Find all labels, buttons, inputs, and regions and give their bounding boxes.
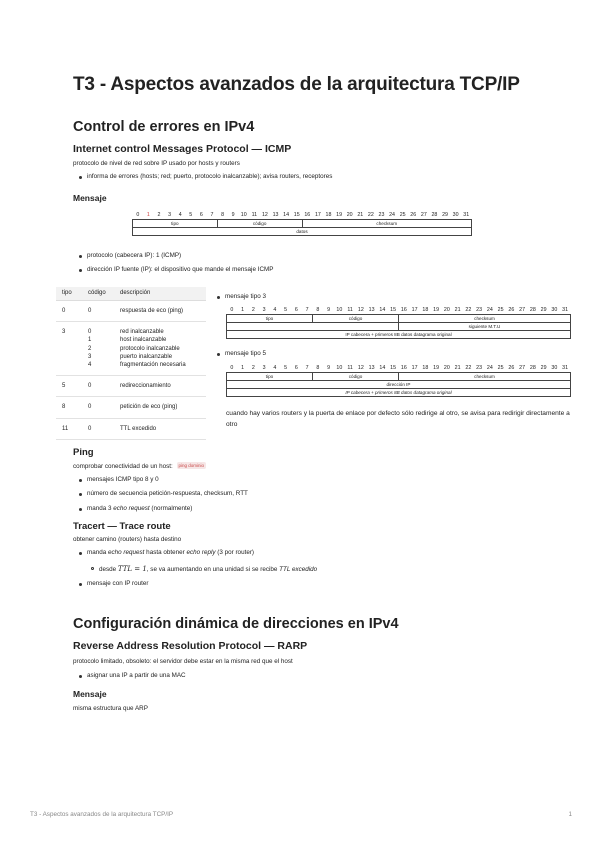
bit-number: 4 [178,211,182,218]
bit-number: 2 [251,364,255,371]
bit-number: 1 [146,211,150,218]
cell-codigo: 0 [82,301,114,322]
bit-number: 2 [157,211,161,218]
list-item: mensajes ICMP tipo 8 y 0 [78,477,248,483]
list-item: informa de errores (hosts; red; puerto, protocolo inalcanzable); avisa routers, receptores [78,174,332,180]
cell-codigo: 0 [82,376,114,397]
cell-descripcion: red inalcanzable host inalcanzable protocolo inalcanzable puerto inalcanzable fragmentación necesaria [114,322,206,376]
bit-number: 0 [230,364,234,371]
bit-number: 26 [410,211,417,218]
subsection-heading-icmp: Internet control Messages Protocol — ICMP [73,143,292,155]
rarp-mensaje-desc: misma estructura que ARP [73,705,148,712]
bit-number: 17 [314,211,321,218]
cell-tipo: 11 [56,418,82,439]
icmp-bullet-list [78,174,332,188]
field-codigo: código [313,315,399,323]
bit-number: 10 [240,211,247,218]
tipo3-message-diagram [226,306,571,339]
list-item: mensaje con IP router [78,581,149,587]
list-item: número de secuencia petición-respuesta, checksum, RTT [78,491,248,497]
bit-number: 29 [540,364,547,371]
bit-number: 29 [442,211,448,218]
field-tipo: tipo [133,220,218,228]
field-ip-cabecera: IP cabecera + primeros 8B datos datagrama original [227,331,571,339]
bit-number: 11 [347,364,353,371]
bit-number: 5 [189,211,193,218]
bit-number: 10 [336,364,343,371]
bit-number: 30 [551,364,558,371]
bit-number: 9 [327,364,331,371]
bit-number: 9 [231,211,235,218]
bit-number: 22 [367,211,374,218]
bit-number: 6 [199,211,203,218]
bit-number: 18 [325,211,332,218]
bit-number: 28 [529,364,536,371]
text-italic: TTL excedido [279,566,318,573]
field-tipo: tipo [227,373,313,381]
bit-number: 8 [316,364,320,371]
cell-descripcion: redireccionamiento [114,376,206,397]
subsection-heading-rarp: Reverse Address Resolution Protocol — RARP [73,640,308,652]
bit-number: 15 [390,364,397,371]
bit-numbers-row [227,364,571,373]
bit-number: 11 [251,211,258,218]
bit-number: 27 [519,306,526,313]
column-header-tipo: tipo [56,287,82,301]
field-ip-cabecera: IP cabecera + primeros 8B datos datagrama original [227,389,571,397]
bit-number: 23 [476,364,483,371]
bit-numbers-row [227,306,571,315]
tipo5-note: cuando hay varios routers y la puerta de enlace por defecto sólo redirige al otro, se avisa para redirigir directamente a otro [226,410,570,428]
bit-number: 31 [562,364,569,371]
bit-number: 7 [210,211,214,218]
bit-number: 12 [357,306,364,313]
cell-descripcion: petición de eco (ping) [114,397,206,418]
bit-number: 14 [379,306,386,313]
bit-number: 28 [431,211,438,218]
bit-number: 24 [389,211,395,218]
bit-number: 24 [486,364,493,371]
field-siguiente-mtu: siguiente M.T.U [399,323,571,331]
text: (3 por router) [215,549,255,556]
tracert-description: obtener camino (routers) hasta destino [73,536,182,543]
text-italic: echo request [108,549,145,556]
section-heading-configuracion: Configuración dinámica de direcciones en IPv4 [73,616,399,632]
table-row [56,322,206,376]
bit-number: 4 [273,364,277,371]
bit-number: 12 [357,364,364,371]
bit-number: 2 [251,306,255,313]
bit-number: 24 [486,306,493,313]
bit-number: 6 [294,306,298,313]
cell-tipo: 5 [56,376,82,397]
bit-number: 17 [411,364,418,371]
cell-descripcion: respuesta de eco (ping) [114,301,206,322]
bit-number: 22 [465,306,472,313]
bit-number: 8 [316,306,320,313]
bit-number: 31 [463,211,470,218]
text: , se va aumentando en una unidad si se recibe [146,566,280,573]
code-badge: ping dominio [178,463,205,468]
table-row [56,418,206,439]
bit-number: 20 [346,211,353,218]
bit-number: 30 [452,211,459,218]
ping-description: comprobar conectividad de un host: ping dominio [73,463,205,470]
bit-number: 1 [241,364,245,371]
bit-number: 21 [357,211,364,218]
field-empty [227,323,399,331]
column-header-codigo: código [82,287,114,301]
ping-desc-text: comprobar conectividad de un host [73,463,172,470]
bit-number: 17 [411,306,418,313]
text: desde [99,566,118,573]
bit-number: 1 [241,306,245,313]
bit-number: 27 [519,364,526,371]
section-heading-control-errores: Control de errores en IPv4 [73,119,255,135]
cell-tipo: 0 [56,301,82,322]
bit-number: 3 [262,306,266,313]
page-number: 1 [568,811,572,818]
field-direccion-ip: dirección IP [227,381,571,389]
icmp-ip-bullets [78,253,273,282]
bit-number: 14 [283,211,290,218]
bit-number: 13 [368,306,375,313]
icmp-description: protocolo de nivel de red sobre IP usado por hosts y routers [73,160,240,167]
bit-number: 19 [433,364,440,371]
bit-number: 22 [465,364,472,371]
subsection-heading-tracert: Tracert — Trace route [73,521,171,532]
bit-number: 26 [508,364,515,371]
bit-number: 18 [422,306,429,313]
subsection-heading-ping: Ping [73,447,94,458]
list-item: protocolo (cabecera IP): 1 (ICMP) [78,253,273,259]
text: (normalmente) [149,504,193,512]
bit-number: 0 [230,306,234,313]
tipo5-message-diagram [226,364,571,397]
cell-codigo: 0 1 2 3 4 [82,322,114,376]
bit-number: 18 [422,364,429,371]
text: hasta obtener [144,549,187,556]
bit-number: 20 [443,364,450,371]
list-item: asignar una IP a partir de una MAC [78,673,186,679]
tracert-sub-item [99,565,317,573]
rarp-bullets [78,673,186,687]
bit-number: 23 [476,306,483,313]
bit-number: 3 [262,364,266,371]
field-datos: datos [133,228,472,236]
tracert-bullets [78,550,254,564]
bit-number: 11 [347,306,353,313]
bit-number: 5 [284,364,288,371]
bit-number: 21 [454,364,461,371]
bit-number: 27 [420,211,427,218]
bit-number: 20 [443,306,450,313]
math-ttl: TTL = 1 [117,565,147,573]
bit-number: 13 [368,364,375,371]
bit-numbers-row [133,211,472,220]
table-row [56,376,206,397]
icmp-codes-table [56,287,206,440]
text: manda [87,549,109,556]
bit-number: 13 [272,211,279,218]
bit-number: 30 [551,306,558,313]
mensaje-heading: Mensaje [73,193,107,203]
bit-number: 6 [294,364,298,371]
list-item [78,506,248,512]
rarp-mensaje-heading: Mensaje [73,689,107,699]
bit-number: 26 [508,306,515,313]
text-italic: echo request [113,504,150,512]
cell-tipo: 8 [56,397,82,418]
bit-number: 16 [304,211,311,218]
bit-number: 3 [168,211,172,218]
bit-number: 10 [336,306,343,313]
table-row [56,301,206,322]
bit-number: 31 [562,306,569,313]
bit-number: 19 [433,306,440,313]
bit-number: 9 [327,306,331,313]
field-checksum: checksum [302,220,472,228]
column-header-descripcion: descripción [114,287,206,301]
bit-number: 15 [293,211,300,218]
bit-number: 14 [379,364,386,371]
page-title: T3 - Aspectos avanzados de la arquitectura TCP/IP [73,74,520,95]
footer-title: T3 - Aspectos avanzados de la arquitectura TCP/IP [30,811,174,818]
ping-bullets [78,477,248,520]
field-codigo: código [313,373,399,381]
bit-number: 16 [400,306,407,313]
field-codigo: código [217,220,302,228]
bit-number: 28 [529,306,536,313]
bit-number: 25 [399,211,406,218]
icmp-message-format-diagram [132,211,472,236]
rarp-description: protocolo limitado, obsoleto: el servidor debe estar en la misma red que el host [73,658,293,665]
bit-number: 0 [136,211,140,218]
bit-number: 21 [454,306,461,313]
list-item: mensaje tipo 3 [216,294,266,300]
bit-number: 7 [305,364,309,371]
list-item: mensaje tipo 5 [216,351,266,357]
bit-number: 29 [540,306,547,313]
table-row [56,397,206,418]
cell-codigo: 0 [82,418,114,439]
bit-number: 25 [497,364,504,371]
bit-number: 5 [284,306,288,313]
bit-number: 19 [336,211,343,218]
cell-tipo: 3 [56,322,82,376]
cell-codigo: 0 [82,397,114,418]
table-header-row [56,287,206,301]
bit-number: 16 [400,364,407,371]
bit-number: 23 [378,211,385,218]
text-italic: echo reply [186,549,216,556]
bit-number: 12 [261,211,268,218]
bit-number: 7 [305,306,309,313]
bit-number: 8 [221,211,225,218]
field-tipo: tipo [227,315,313,323]
cell-descripcion: TTL excedido [114,418,206,439]
list-item: dirección IP fuente (IP): el dispositivo que mande el mensaje ICMP [78,267,273,273]
field-checksum: checksum [399,373,571,381]
text: manda 3 [87,504,114,512]
bit-number: 4 [273,306,277,313]
list-item [78,550,254,556]
field-checksum: checksum [399,315,571,323]
bit-number: 15 [390,306,397,313]
bit-number: 25 [497,306,504,313]
tracert-bullets-2 [78,581,149,595]
